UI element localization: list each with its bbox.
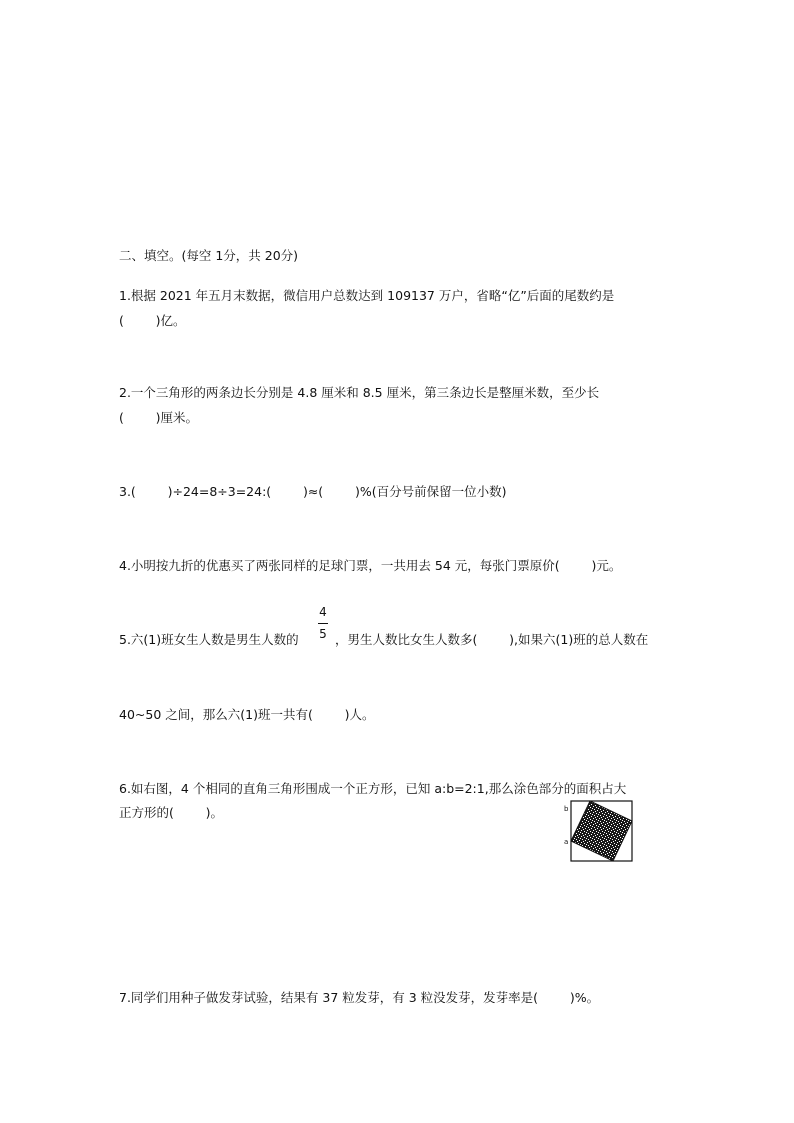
fraction-bar: [318, 623, 328, 624]
question-7-line-1: 7.同学们用种子做发芽试验，结果有 37 粒发芽，有 3 粒没发芽，发芽率是( )%。: [119, 990, 600, 1005]
question-5-line-2: 40~50 之间，那么六(1)班一共有( )人。: [119, 707, 375, 722]
question-2-line-1: 2.一个三角形的两条边长分别是 4.8 厘米和 8.5 厘米，第三条边长是整厘米数，至少长: [119, 385, 600, 400]
square-figure: [563, 800, 633, 862]
question-6-line-1: 6.如右图，4 个相同的直角三角形围成一个正方形，已知 a:b=2:1,那么涂色部分的面积占大: [119, 781, 627, 796]
question-1-line-1: 1.根据 2021 年五月末数据，微信用户总数达到 109137 万户，省略“亿”后面的尾数约是: [119, 288, 615, 303]
square-figure-svg: [563, 800, 633, 862]
fraction-denominator: 5: [319, 627, 327, 641]
label-b: b: [564, 805, 569, 813]
question-5-text-before-fraction: 5.六(1)班女生人数是男生人数的: [119, 632, 299, 647]
question-2-line-2: ( )厘米。: [119, 410, 199, 425]
question-1-line-2: ( )亿。: [119, 313, 186, 328]
label-a: a: [564, 838, 569, 846]
section-heading: 二、填空。(每空 1分，共 20分): [119, 248, 299, 263]
question-5-text-after-fraction: ，男生人数比女生人数多( ),如果六(1)班的总人数在: [335, 632, 649, 647]
fraction-numerator: 4: [319, 605, 327, 619]
question-3-line-1: 3.( )÷24=8÷3=24:( )≈( )%(百分号前保留一位小数): [119, 484, 507, 499]
question-6-line-2: 正方形的( )。: [119, 805, 224, 820]
question-4-line-1: 4.小明按九折的优惠买了两张同样的足球门票，一共用去 54 元，每张门票原价( )元。: [119, 558, 622, 573]
